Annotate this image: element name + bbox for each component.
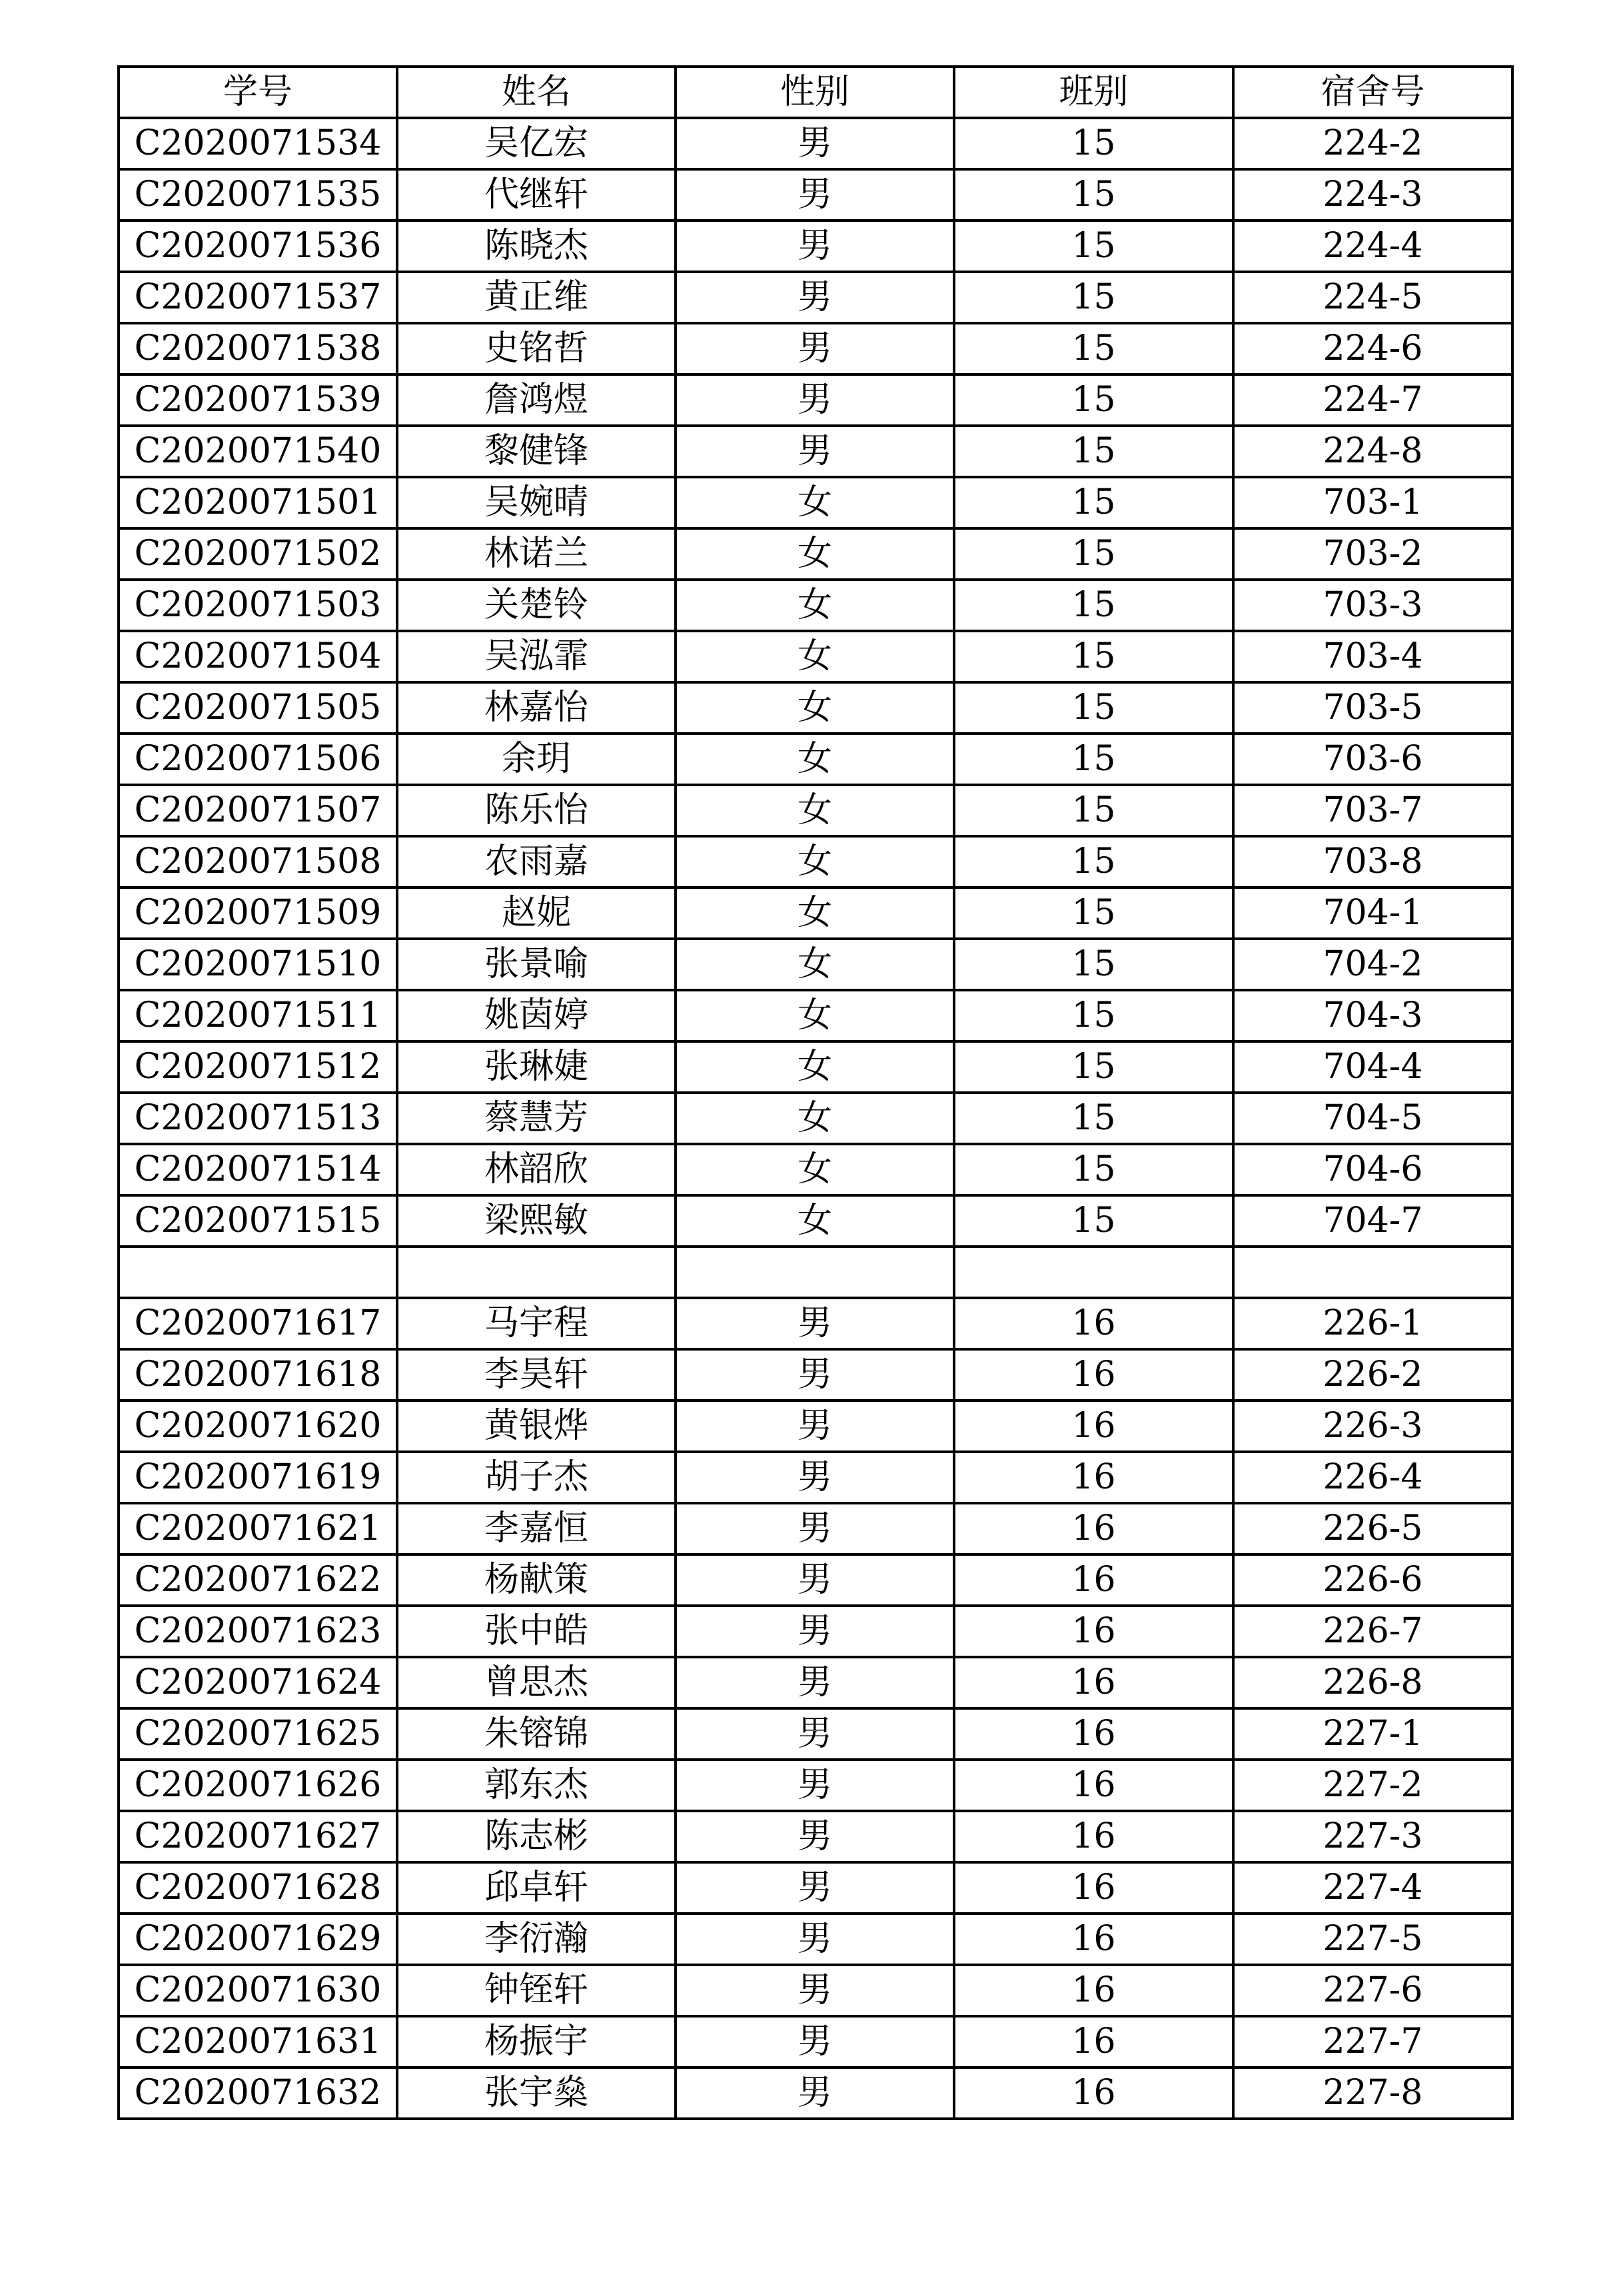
student-id-cell: C2020071509 — [119, 887, 397, 939]
dorm-number-cell: 703-7 — [1233, 785, 1512, 836]
dorm-number-cell: 703-8 — [1233, 836, 1512, 887]
class-cell: 16 — [954, 1811, 1233, 1862]
gender-cell: 男 — [676, 272, 954, 323]
dorm-number-cell: 224-5 — [1233, 272, 1512, 323]
student-id-cell: C2020071504 — [119, 631, 397, 682]
table-row — [119, 477, 1512, 528]
class-cell: 15 — [954, 1093, 1233, 1144]
dorm-number-cell: 704-5 — [1233, 1093, 1512, 1144]
student-id-cell: C2020071618 — [119, 1349, 397, 1401]
gender-cell: 男 — [676, 1349, 954, 1401]
gender-cell: 男 — [676, 118, 954, 169]
dorm-number-cell: 227-7 — [1233, 2016, 1512, 2067]
class-cell: 16 — [954, 1965, 1233, 2016]
dorm-number-cell: 224-3 — [1233, 169, 1512, 221]
dorm-number-cell: 227-1 — [1233, 1708, 1512, 1760]
dorm-number-cell: 226-1 — [1233, 1298, 1512, 1349]
class-cell: 15 — [954, 990, 1233, 1041]
dorm-number-cell: 226-8 — [1233, 1657, 1512, 1708]
gender-cell: 男 — [676, 374, 954, 426]
student-id-cell: C2020071512 — [119, 1041, 397, 1093]
name-cell: 农雨嘉 — [397, 836, 676, 887]
class-cell: 16 — [954, 1503, 1233, 1554]
table-row — [119, 1041, 1512, 1093]
class-cell: 15 — [954, 1195, 1233, 1247]
student-id-cell: C2020071621 — [119, 1503, 397, 1554]
gender-cell: 男 — [676, 1965, 954, 2016]
gender-cell: 女 — [676, 1041, 954, 1093]
class-cell: 16 — [954, 1760, 1233, 1811]
student-id-cell: C2020071619 — [119, 1452, 397, 1503]
dorm-number-cell: 703-3 — [1233, 580, 1512, 631]
table-row — [119, 1811, 1512, 1862]
dorm-number-cell: 224-7 — [1233, 374, 1512, 426]
table-row — [119, 323, 1512, 374]
gender-cell: 女 — [676, 1144, 954, 1195]
table-row — [119, 1503, 1512, 1554]
name-cell — [397, 1247, 676, 1298]
student-id-cell: C2020071629 — [119, 1914, 397, 1965]
name-cell: 吴亿宏 — [397, 118, 676, 169]
name-cell: 杨振宇 — [397, 2016, 676, 2067]
class-cell: 15 — [954, 118, 1233, 169]
dorm-number-cell: 704-6 — [1233, 1144, 1512, 1195]
name-cell: 吴婉晴 — [397, 477, 676, 528]
class-cell: 16 — [954, 1349, 1233, 1401]
name-cell: 吴泓霏 — [397, 631, 676, 682]
name-cell: 李衍瀚 — [397, 1914, 676, 1965]
gender-cell: 男 — [676, 426, 954, 477]
class-cell: 16 — [954, 1606, 1233, 1657]
table-row — [119, 374, 1512, 426]
class-cell: 16 — [954, 2067, 1233, 2119]
gender-cell: 女 — [676, 528, 954, 580]
table-row — [119, 272, 1512, 323]
table-row — [119, 1708, 1512, 1760]
header-row — [119, 67, 1512, 118]
header-class: 班别 — [954, 67, 1233, 118]
name-cell: 蔡慧芳 — [397, 1093, 676, 1144]
class-cell — [954, 1247, 1233, 1298]
student-id-cell: C2020071624 — [119, 1657, 397, 1708]
name-cell: 朱镕锦 — [397, 1708, 676, 1760]
student-id-cell: C2020071628 — [119, 1862, 397, 1914]
table-row — [119, 1760, 1512, 1811]
table-row — [119, 426, 1512, 477]
dorm-number-cell: 226-2 — [1233, 1349, 1512, 1401]
gender-cell: 女 — [676, 477, 954, 528]
table-row — [119, 1914, 1512, 1965]
class-cell: 16 — [954, 1401, 1233, 1452]
class-cell: 15 — [954, 426, 1233, 477]
name-cell: 杨献策 — [397, 1554, 676, 1606]
name-cell: 梁熙敏 — [397, 1195, 676, 1247]
name-cell: 钟铚轩 — [397, 1965, 676, 2016]
table-row — [119, 939, 1512, 990]
class-cell: 15 — [954, 169, 1233, 221]
table-row — [119, 528, 1512, 580]
student-id-cell: C2020071623 — [119, 1606, 397, 1657]
dorm-number-cell: 704-4 — [1233, 1041, 1512, 1093]
student-id-cell — [119, 1247, 397, 1298]
student-id-cell: C2020071631 — [119, 2016, 397, 2067]
dormitory-roster-sheet — [117, 65, 1514, 2120]
gender-cell: 女 — [676, 836, 954, 887]
name-cell: 黎健锋 — [397, 426, 676, 477]
student-id-cell: C2020071508 — [119, 836, 397, 887]
gender-cell: 女 — [676, 990, 954, 1041]
table-row — [119, 1247, 1512, 1298]
name-cell: 史铭哲 — [397, 323, 676, 374]
table-row — [119, 1657, 1512, 1708]
dorm-number-cell: 703-1 — [1233, 477, 1512, 528]
gender-cell: 女 — [676, 682, 954, 734]
gender-cell: 男 — [676, 221, 954, 272]
gender-cell: 男 — [676, 1452, 954, 1503]
name-cell: 李嘉恒 — [397, 1503, 676, 1554]
class-cell: 15 — [954, 887, 1233, 939]
dorm-number-cell: 226-5 — [1233, 1503, 1512, 1554]
student-id-cell: C2020071515 — [119, 1195, 397, 1247]
gender-cell: 男 — [676, 2016, 954, 2067]
table-row — [119, 2067, 1512, 2119]
name-cell: 黄银烨 — [397, 1401, 676, 1452]
class-cell: 15 — [954, 528, 1233, 580]
dorm-number-cell: 227-3 — [1233, 1811, 1512, 1862]
gender-cell: 男 — [676, 1914, 954, 1965]
name-cell: 郭东杰 — [397, 1760, 676, 1811]
name-cell: 邱卓轩 — [397, 1862, 676, 1914]
student-id-cell: C2020071501 — [119, 477, 397, 528]
dorm-number-cell: 227-5 — [1233, 1914, 1512, 1965]
table-row — [119, 631, 1512, 682]
header-dorm-number: 宿舍号 — [1233, 67, 1512, 118]
class-cell: 15 — [954, 374, 1233, 426]
table-row — [119, 734, 1512, 785]
table-row — [119, 887, 1512, 939]
class-cell: 15 — [954, 785, 1233, 836]
class-cell: 15 — [954, 939, 1233, 990]
dorm-number-cell: 227-4 — [1233, 1862, 1512, 1914]
student-id-cell: C2020071539 — [119, 374, 397, 426]
class-cell: 16 — [954, 1914, 1233, 1965]
dorm-number-cell: 227-6 — [1233, 1965, 1512, 2016]
gender-cell: 女 — [676, 939, 954, 990]
class-cell: 15 — [954, 631, 1233, 682]
header-gender: 性别 — [676, 67, 954, 118]
name-cell: 詹鸿煜 — [397, 374, 676, 426]
name-cell: 林嘉怡 — [397, 682, 676, 734]
student-id-cell: C2020071617 — [119, 1298, 397, 1349]
student-id-cell: C2020071630 — [119, 1965, 397, 2016]
gender-cell: 男 — [676, 323, 954, 374]
table-row — [119, 1195, 1512, 1247]
gender-cell: 男 — [676, 1298, 954, 1349]
dorm-number-cell: 226-6 — [1233, 1554, 1512, 1606]
name-cell: 马宇程 — [397, 1298, 676, 1349]
name-cell: 张景喻 — [397, 939, 676, 990]
table-row — [119, 1862, 1512, 1914]
student-id-cell: C2020071540 — [119, 426, 397, 477]
table-row — [119, 1452, 1512, 1503]
class-cell: 15 — [954, 1041, 1233, 1093]
table-row — [119, 1349, 1512, 1401]
student-id-cell: C2020071511 — [119, 990, 397, 1041]
student-id-cell: C2020071537 — [119, 272, 397, 323]
gender-cell: 男 — [676, 1657, 954, 1708]
name-cell: 李昊轩 — [397, 1349, 676, 1401]
gender-cell: 男 — [676, 1554, 954, 1606]
dorm-number-cell: 226-4 — [1233, 1452, 1512, 1503]
name-cell: 曾思杰 — [397, 1657, 676, 1708]
gender-cell: 男 — [676, 1606, 954, 1657]
name-cell: 张中皓 — [397, 1606, 676, 1657]
gender-cell: 男 — [676, 1503, 954, 1554]
student-id-cell: C2020071535 — [119, 169, 397, 221]
table-row — [119, 2016, 1512, 2067]
student-id-cell: C2020071632 — [119, 2067, 397, 2119]
dorm-number-cell: 703-6 — [1233, 734, 1512, 785]
class-cell: 15 — [954, 1144, 1233, 1195]
name-cell: 代继轩 — [397, 169, 676, 221]
table-row — [119, 836, 1512, 887]
table-row — [119, 1144, 1512, 1195]
gender-cell: 男 — [676, 1708, 954, 1760]
gender-cell: 男 — [676, 1401, 954, 1452]
table-row — [119, 1606, 1512, 1657]
dorm-number-cell: 224-8 — [1233, 426, 1512, 477]
class-cell: 15 — [954, 221, 1233, 272]
class-cell: 16 — [954, 1452, 1233, 1503]
name-cell: 赵妮 — [397, 887, 676, 939]
student-id-cell: C2020071622 — [119, 1554, 397, 1606]
name-cell: 陈志彬 — [397, 1811, 676, 1862]
gender-cell: 女 — [676, 887, 954, 939]
dorm-number-cell: 227-8 — [1233, 2067, 1512, 2119]
dorm-number-cell: 704-7 — [1233, 1195, 1512, 1247]
student-id-cell: C2020071536 — [119, 221, 397, 272]
table-row — [119, 682, 1512, 734]
table-header — [119, 67, 1512, 118]
class-cell: 16 — [954, 2016, 1233, 2067]
table-row — [119, 1093, 1512, 1144]
name-cell: 林诺兰 — [397, 528, 676, 580]
student-id-cell: C2020071502 — [119, 528, 397, 580]
dorm-number-cell — [1233, 1247, 1512, 1298]
name-cell: 胡子杰 — [397, 1452, 676, 1503]
class-cell: 15 — [954, 734, 1233, 785]
name-cell: 陈晓杰 — [397, 221, 676, 272]
table-body — [119, 118, 1512, 2119]
gender-cell: 男 — [676, 2067, 954, 2119]
dorm-number-cell: 703-5 — [1233, 682, 1512, 734]
name-cell: 余玥 — [397, 734, 676, 785]
dorm-number-cell: 224-4 — [1233, 221, 1512, 272]
dorm-number-cell: 227-2 — [1233, 1760, 1512, 1811]
student-id-cell: C2020071514 — [119, 1144, 397, 1195]
student-id-cell: C2020071513 — [119, 1093, 397, 1144]
name-cell: 关楚铃 — [397, 580, 676, 631]
gender-cell — [676, 1247, 954, 1298]
student-id-cell: C2020071625 — [119, 1708, 397, 1760]
table-row — [119, 785, 1512, 836]
class-cell: 16 — [954, 1554, 1233, 1606]
gender-cell: 男 — [676, 1760, 954, 1811]
class-cell: 15 — [954, 477, 1233, 528]
table-row — [119, 1298, 1512, 1349]
student-id-cell: C2020071507 — [119, 785, 397, 836]
gender-cell: 男 — [676, 169, 954, 221]
gender-cell: 女 — [676, 734, 954, 785]
class-cell: 15 — [954, 580, 1233, 631]
name-cell: 张琳婕 — [397, 1041, 676, 1093]
gender-cell: 女 — [676, 1093, 954, 1144]
dorm-number-cell: 226-3 — [1233, 1401, 1512, 1452]
class-cell: 15 — [954, 272, 1233, 323]
table-row — [119, 580, 1512, 631]
student-id-cell: C2020071627 — [119, 1811, 397, 1862]
student-id-cell: C2020071510 — [119, 939, 397, 990]
dorm-number-cell: 224-6 — [1233, 323, 1512, 374]
student-id-cell: C2020071534 — [119, 118, 397, 169]
class-cell: 16 — [954, 1708, 1233, 1760]
table-row — [119, 169, 1512, 221]
gender-cell: 女 — [676, 631, 954, 682]
class-cell: 16 — [954, 1657, 1233, 1708]
gender-cell: 女 — [676, 785, 954, 836]
table-row — [119, 990, 1512, 1041]
name-cell: 张宇燊 — [397, 2067, 676, 2119]
student-id-cell: C2020071506 — [119, 734, 397, 785]
student-id-cell: C2020071505 — [119, 682, 397, 734]
student-id-cell: C2020071626 — [119, 1760, 397, 1811]
gender-cell: 男 — [676, 1862, 954, 1914]
gender-cell: 女 — [676, 580, 954, 631]
table-row — [119, 1965, 1512, 2016]
dorm-number-cell: 703-2 — [1233, 528, 1512, 580]
gender-cell: 女 — [676, 1195, 954, 1247]
gender-cell: 男 — [676, 1811, 954, 1862]
dorm-number-cell: 224-2 — [1233, 118, 1512, 169]
dorm-number-cell: 704-1 — [1233, 887, 1512, 939]
header-name: 姓名 — [397, 67, 676, 118]
name-cell: 林韶欣 — [397, 1144, 676, 1195]
header-student-id: 学号 — [119, 67, 397, 118]
dorm-number-cell: 704-3 — [1233, 990, 1512, 1041]
student-id-cell: C2020071620 — [119, 1401, 397, 1452]
class-cell: 15 — [954, 323, 1233, 374]
dormitory-roster-table — [117, 65, 1514, 2120]
table-row — [119, 221, 1512, 272]
class-cell: 15 — [954, 836, 1233, 887]
name-cell: 黄正维 — [397, 272, 676, 323]
dorm-number-cell: 226-7 — [1233, 1606, 1512, 1657]
class-cell: 16 — [954, 1298, 1233, 1349]
table-row — [119, 1554, 1512, 1606]
name-cell: 陈乐怡 — [397, 785, 676, 836]
student-id-cell: C2020071538 — [119, 323, 397, 374]
table-row — [119, 118, 1512, 169]
name-cell: 姚茵婷 — [397, 990, 676, 1041]
class-cell: 15 — [954, 682, 1233, 734]
class-cell: 16 — [954, 1862, 1233, 1914]
student-id-cell: C2020071503 — [119, 580, 397, 631]
dorm-number-cell: 703-4 — [1233, 631, 1512, 682]
dorm-number-cell: 704-2 — [1233, 939, 1512, 990]
table-row — [119, 1401, 1512, 1452]
